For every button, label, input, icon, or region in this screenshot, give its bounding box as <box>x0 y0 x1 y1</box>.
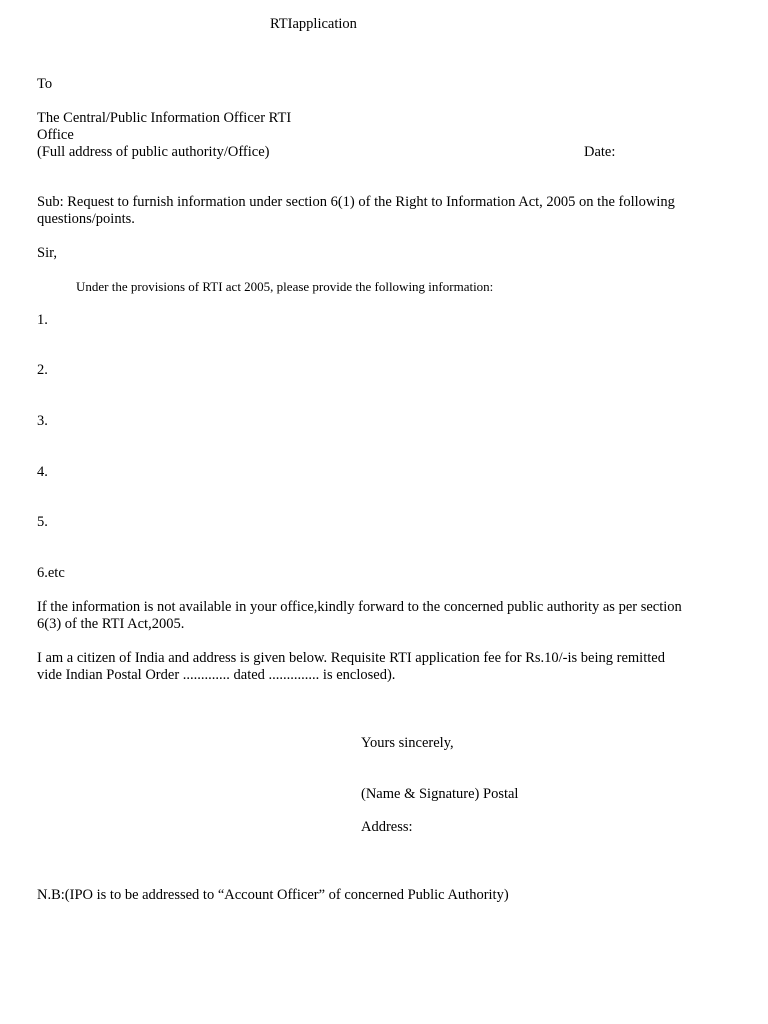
footnote: N.B:(IPO is to be addressed to “Account Officer” of concerned Public Authority) <box>37 887 509 903</box>
greeting: Sir, <box>37 245 57 261</box>
closing: Yours sincerely, <box>361 735 454 751</box>
citizen-paragraph-line-2: vide Indian Postal Order ............. dated .............. is enclosed). <box>37 667 396 683</box>
addressee-line-2: Office <box>37 127 74 143</box>
subject-line-2: questions/points. <box>37 211 135 227</box>
intro-paragraph: Under the provisions of RTI act 2005, please provide the following information: <box>76 279 494 294</box>
subject-line-1: Sub: Request to furnish information under section 6(1) of the Right to Information Act, 2005 on the following <box>37 194 675 210</box>
to-label: To <box>37 76 53 92</box>
forward-paragraph-line-2: 6(3) of the RTI Act,2005. <box>37 616 185 632</box>
address-label: Address: <box>361 819 413 835</box>
addressee-line-3: (Full address of public authority/Office) <box>37 144 270 160</box>
citizen-paragraph-line-1: I am a citizen of India and address is given below. Requisite RTI application fee for Rs.10/-is being remitted <box>37 650 665 666</box>
list-item: 1. <box>37 312 48 328</box>
list-item: 4. <box>37 464 48 480</box>
document-title: RTIapplication <box>270 16 357 32</box>
forward-paragraph-line-1: If the information is not available in your office,kindly forward to the concerned public authority as per section <box>37 599 682 615</box>
list-item: 5. <box>37 514 48 530</box>
addressee-line-1: The Central/Public Information Officer RTI <box>37 110 292 126</box>
list-item: 3. <box>37 413 48 429</box>
date-label: Date: <box>584 144 616 160</box>
list-item: 6.etc <box>37 565 65 581</box>
list-item: 2. <box>37 362 48 378</box>
signature-line: (Name & Signature) Postal <box>361 786 519 802</box>
